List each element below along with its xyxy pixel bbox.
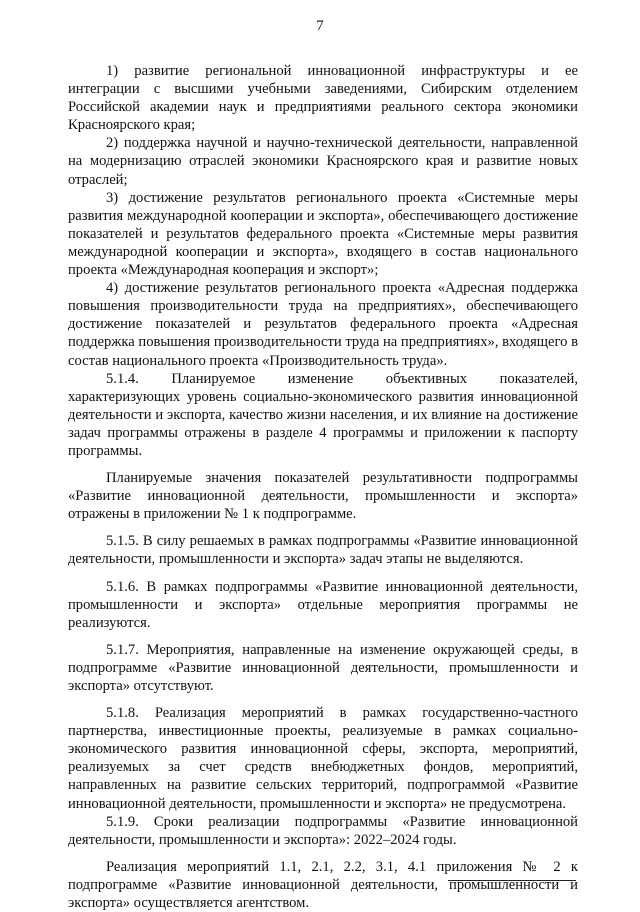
paragraph-item-3: 3) достижение результатов регионального проекта «Системные меры развития международной кооперации и экспорта», обеспечивающего достижение показателей и результатов федерального проекта «Системные меры развития международной кооперации и экспорта», входящего в состав национального проекта «Международная кооперация и экспорт»;: [68, 189, 578, 279]
paragraph-5-1-7: 5.1.7. Мероприятия, направленные на изменение окружающей среды, в подпрограмме «Развитие инновационной деятельности, промышленности и экспорта» отсутствуют.: [68, 641, 578, 694]
paragraph-planned-values: Планируемые значения показателей результативности подпрограммы «Развитие инновационной деятельности, промышленности и экспорта» отражены в приложении № 1 к подпрограмме.: [68, 470, 578, 523]
paragraph-5-1-9: 5.1.9. Сроки реализации подпрограммы «Развитие инновационной деятельности, промышленности и экспорта»: 2022–2024 годы.: [68, 813, 578, 848]
paragraph-5-1-4: 5.1.4. Планируемое изменение объективных показателей, характеризующих уровень социально-экономического развития инновационной деятельности и экспорта, качество жизни населения, и их влияние на достижение задач программы отражены в разделе 4 программы и приложении к паспорту программы.: [68, 370, 578, 459]
paragraph-implementation: Реализация мероприятий 1.1, 2.1, 2.2, 3.1, 4.1 приложения № 2 к подпрограмме «Развитие инновационной деятельности, промышленности и экспорта» осуществляется агентством.: [68, 858, 578, 912]
paragraph-5-1-5: 5.1.5. В силу решаемых в рамках подпрограммы «Развитие инновационной деятельности, промышленности и экспорта» задач этапы не выделяются.: [68, 533, 578, 568]
document-body: [68, 62, 578, 912]
paragraph-item-1: 1) развитие региональной инновационной инфраструктуры и ее интеграции с высшими учебными заведениями, Сибирским отделением Российской академии наук и предприятиями реального сектора экономики Красноярского края;: [68, 63, 578, 134]
paragraph-item-2: 2) поддержка научной и научно-технической деятельности, направленной на модернизацию отраслей экономики Красноярского края и развитие новых отраслей;: [68, 135, 578, 188]
paragraph-item-4: 4) достижение результатов регионального проекта «Адресная поддержка повышения производительности труда на предприятиях», обеспечивающего достижение показателей и результатов федерального проекта «Адресная поддержка повышения производительности труда на предприятиях», входящего в состав национального проекта «Производительность труда».: [68, 280, 578, 369]
paragraph-5-1-6: 5.1.6. В рамках подпрограммы «Развитие инновационной деятельности, промышленности и экспорта» отдельные мероприятия программы не реализуются.: [68, 578, 578, 631]
paragraph-5-1-8: 5.1.8. Реализация мероприятий в рамках государственно-частного партнерства, инвестиционные проекты, реализуемые в рамках социально-экономического развития инновационной сферы, экспорта, мероприятий, реализуемых за счет средств внебюджетных фондов, мероприятий, направленных на развитие сельских территорий, подпрограммой «Развитие инновационной деятельности, промышленности и экспорта» не предусмотрена.: [68, 705, 578, 812]
page-number: 7: [316, 18, 324, 34]
footer-rule: [448, 880, 576, 881]
